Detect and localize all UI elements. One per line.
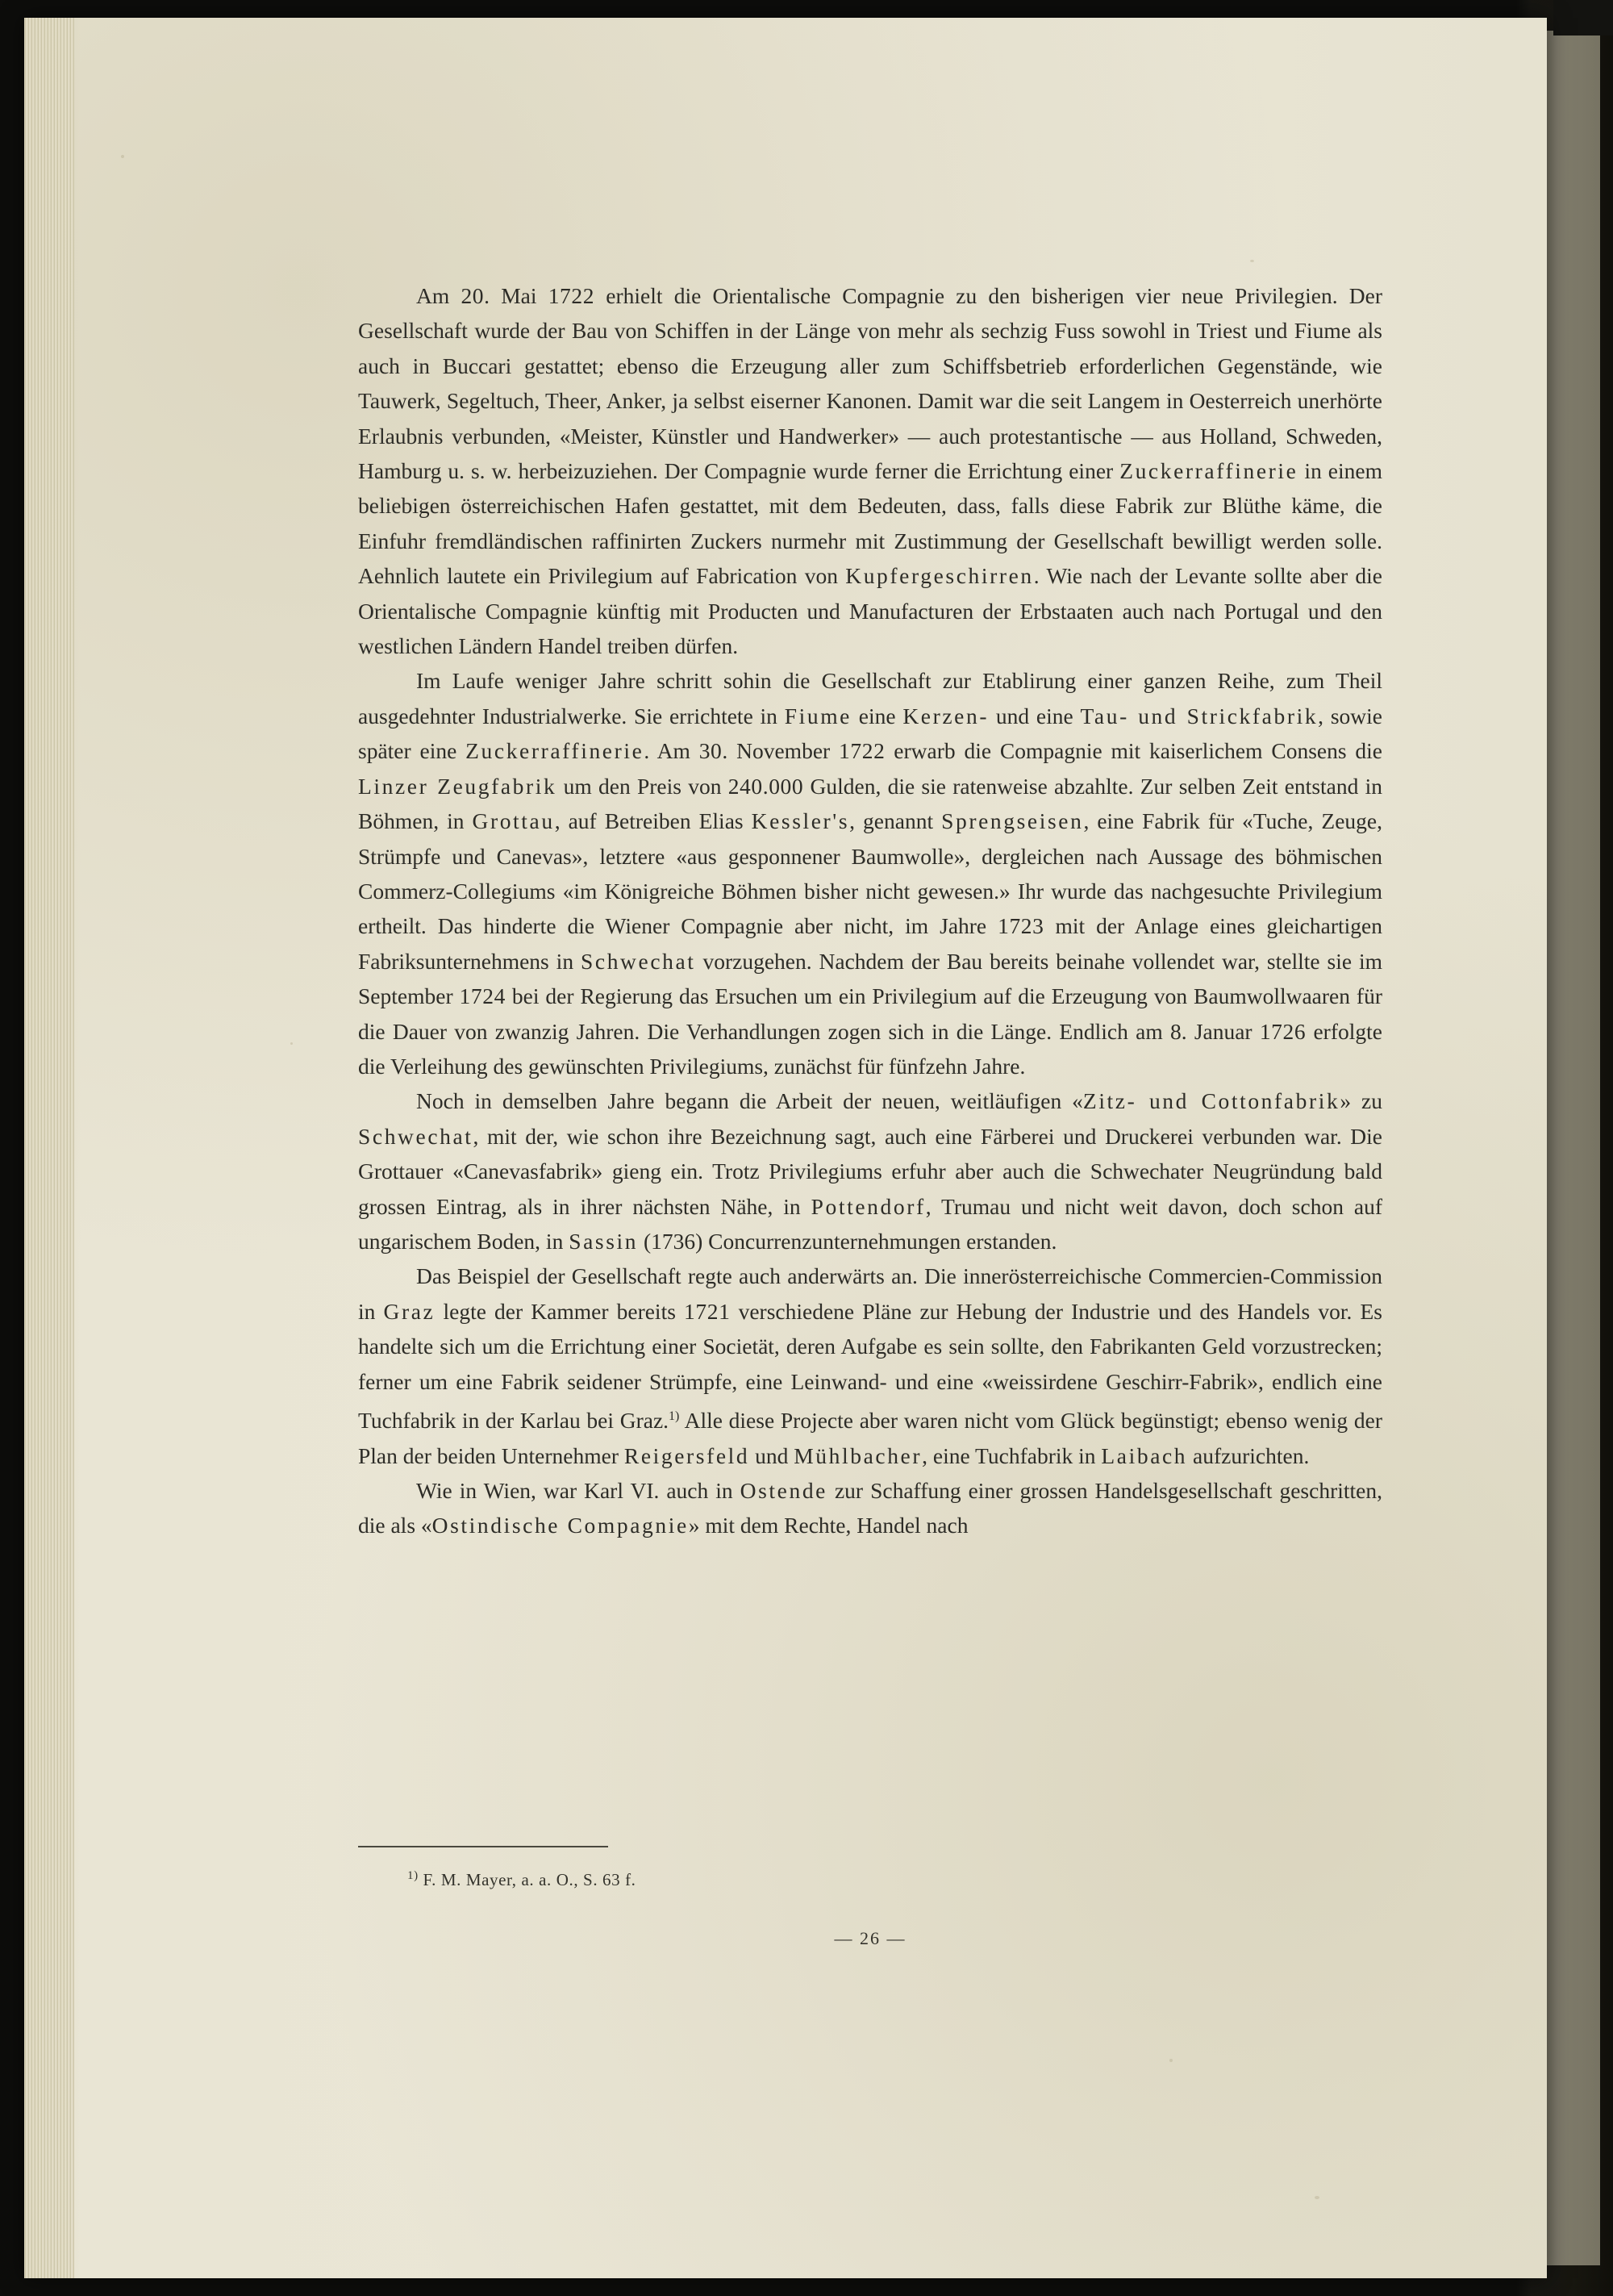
emphasis-spaced: Schwechat (358, 1123, 473, 1149)
emphasis-spaced: Ostende (740, 1477, 827, 1503)
footnote-text: F. M. Mayer, a. a. O., S. 63 f. (418, 1870, 636, 1889)
emphasis-spaced: Mühlbacher (794, 1442, 923, 1468)
paragraph (358, 1473, 1382, 1543)
text-run: , sowie später eine (358, 703, 1382, 764)
text-run: in einem beliebigen österreichischen Hafen gestattet, mit dem Bedeuten, dass, falls diese Fabrik zur Blüthe käme, die Einfuhr fremdländischen raffinirten Zuckers nurmehr mit Zustimmung der Gesellschaft bewilligt werden solle. Aehnlich lautete ein Privilegium auf Fabrication von (358, 458, 1382, 589)
text-run: . Am (644, 738, 699, 764)
paragraph (358, 663, 1382, 1083)
text-run: , mit der, wie schon ihre Bezeichnung sagt, auch eine Färberei und Druckerei verbunden war. Die Grottauer «Canevasfabrik» gieng ein. Trotz Privilegiums erfuhr aber auch die Schwechater Neugründung bald grossen Eintrag, als in ihrer nächsten Nähe, in (358, 1123, 1382, 1219)
footnote-marker: 1) (669, 1409, 680, 1423)
emphasis-spaced: Sprengseisen (941, 808, 1084, 834)
text-run: aufzurichten. (1187, 1442, 1310, 1468)
text-run: 1721 (684, 1298, 731, 1324)
text-run: und eine (989, 703, 1081, 728)
text-run: 1723 (998, 913, 1044, 939)
paragraph (358, 1083, 1382, 1259)
emphasis-spaced: Graz (383, 1298, 436, 1324)
text-run: . November (722, 738, 840, 764)
text-run: , auf Betreiben Elias (554, 808, 752, 834)
text-run: , eine Fabrik für «Tuche, Zeuge, Strümpfe und Canevas», letztere «aus gesponnener Baumwolle», dergleichen nach Aussage des böhmischen Commerz-Collegiums «im Königreiche Böhmen bisher nicht gewesen.» Ihr wurde das nachgesuchte Privilegium ertheilt. Das hinderte die Wiener Compagnie aber nicht, im Jahre (358, 808, 1382, 939)
text-run: erfolgte die Verleihung des gewünschten Privilegiums, zunächst für fünfzehn Jahre. (358, 1018, 1382, 1079)
text-run: verschiedene Pläne zur Hebung der Industrie und des Handels vor. Es handelte sich um die Errichtung einer Societät, deren Aufgabe es sein sollte, den Fabrikanten Geld vorzustrecken; ferner um eine Fabrik seidener Strümpfe, eine Leinwand- und eine «weissirdene Geschirr-Fabrik», endlich eine Tuchfabrik in der Karlau bei Graz. (358, 1298, 1382, 1434)
text-run: (1736) Concurrenzunternehmungen erstanden. (638, 1228, 1057, 1254)
scanner-clamp (1553, 0, 1613, 35)
text-run: vorzugehen. Nachdem der Bau bereits beinahe vollendet war, stellte sie im September (358, 948, 1382, 1009)
text-run: und (749, 1442, 794, 1468)
paper-speck (121, 155, 124, 158)
emphasis-spaced: Fiume (784, 703, 852, 728)
emphasis-spaced: Reigersfeld (623, 1442, 750, 1468)
text-run: . Wie nach der Levante sollte aber die Orientalische Compagnie künftig mit Producten und Manufacturen der Erbstaaten auch nach Portugal und den westlichen Ländern Handel treiben dürfen. (358, 563, 1383, 659)
text-run: erhielt die Orientalische Compagnie zu den bisherigen vier neue Privilegien. Der Gesellschaft wurde der Bau von Schiffen in der Länge von mehr als sechzig Fuss sowohl in Triest und Fiume als auch in Buccari gestattet; ebenso die Erzeugung aller zum Schiffsbetrieb erforderlichen Gegenstände, wie Tauwerk, Segeltuch, Theer, Anker, ja selbst eiserner Kanonen. Damit war die seit Langem in Oesterreich unerhörte Erlaubnis verbunden, «Meister, Künstler und Handwerker» — auch protestantische — aus Holland, Schweden, Hamburg u. s. w. herbeizuziehen. Der Compagnie wurde ferner die Errichtung einer (358, 283, 1382, 484)
text-run: . Mai (484, 283, 548, 308)
emphasis-spaced: Kessler's (751, 808, 850, 834)
text-run: Gulden, die sie ratenweise abzahlte. Zur selben Zeit entstand in Böhmen, in (358, 773, 1382, 834)
text-run: 30 (698, 738, 723, 764)
emphasis-spaced: Linzer Zeugfabrik (358, 773, 557, 799)
emphasis-spaced: Sassin (569, 1228, 639, 1254)
emphasis-spaced: Zitz- und Cottonfabrik (1082, 1088, 1340, 1114)
paper-speck (1315, 2196, 1319, 2199)
text-run: Das Beispiel der Gesellschaft regte auch anderwärts an. Die innerösterreichische Commercien-Commission in (358, 1263, 1382, 1324)
text-run: erwarb die Compagnie mit kaiserlichem Consens die (885, 738, 1382, 764)
page-number: — 26 — (834, 1928, 907, 1948)
text-run: um den Preis von (556, 773, 728, 799)
emphasis-spaced: Zuckerraffinerie (1119, 458, 1298, 484)
text-run: legte der Kammer bereits (435, 1298, 685, 1324)
text-run: Am (416, 283, 461, 308)
text-run: , eine Tuchfabrik in (922, 1442, 1102, 1468)
text-run: bei der Regierung das Ersuchen um ein Privilegium auf die Erzeugung von Baumwollwaaren für die Dauer von zwanzig Jahren. Die Verhandlungen zogen sich in die Länge. Endlich am 8. Januar (358, 983, 1382, 1044)
text-run: » mit dem Rechte, Handel nach (688, 1513, 969, 1538)
emphasis-spaced: Ostindische Compagnie (431, 1513, 689, 1538)
text-run: zur Schaffung einer grossen Handelsgesellschaft geschritten, die als « (358, 1477, 1382, 1538)
paper-speck (290, 1042, 293, 1045)
text-run: 1722 (548, 283, 595, 308)
paper-speck (1169, 2059, 1173, 2062)
text-run: Noch in demselben Jahre begann die Arbeit der neuen, weitläufigen « (416, 1088, 1083, 1114)
emphasis-spaced: Schwechat (581, 948, 696, 974)
emphasis-spaced: Tau- und Strickfabrik (1080, 703, 1319, 728)
text-run: eine (851, 703, 903, 728)
footnote-rule (358, 1846, 608, 1847)
page-fore-edge (24, 18, 74, 2278)
text-run: 240.000 (727, 773, 804, 799)
emphasis-spaced: Kupfergeschirren (845, 563, 1034, 589)
text-run: , genannt (849, 808, 942, 834)
emphasis-spaced: Laibach (1101, 1442, 1188, 1468)
text-run: 20 (461, 283, 485, 308)
text-run: 1726 (1259, 1018, 1307, 1044)
text-run: Im Laufe weniger Jahre schritt sohin die Gesellschaft zur Etablirung einer ganzen Reihe, zum Theil ausgedehnter Industrialwerke. Sie errichtete in (358, 668, 1382, 728)
body-text (358, 278, 1382, 1543)
text-run: , Trumau und nicht weit davon, doch schon auf ungarischem Boden, in (358, 1193, 1382, 1254)
text-run: Wie in Wien, war Karl VI. auch in (416, 1477, 740, 1503)
emphasis-spaced: Zuckerraffinerie (465, 738, 644, 764)
text-run: » zu (1340, 1088, 1382, 1114)
paper-speck (1250, 260, 1254, 262)
footnote-marker: 1) (407, 1869, 419, 1882)
emphasis-spaced: Pottendorf (811, 1193, 926, 1219)
emphasis-spaced: Grottau (472, 808, 555, 834)
text-run: Alle diese Projecte aber waren nicht vom Glück begünstigt; ebenso wenig der Plan der beiden Unternehmer (358, 1408, 1382, 1468)
text-run: 1724 (459, 983, 506, 1009)
text-run: mit der Anlage eines gleichartigen Fabriksunternehmens in (358, 913, 1382, 974)
paragraph (358, 278, 1382, 663)
text-run: 1722 (839, 738, 886, 764)
footnote (407, 1864, 1133, 1892)
paragraph (358, 1259, 1382, 1473)
emphasis-spaced: Kerzen- (902, 703, 990, 728)
